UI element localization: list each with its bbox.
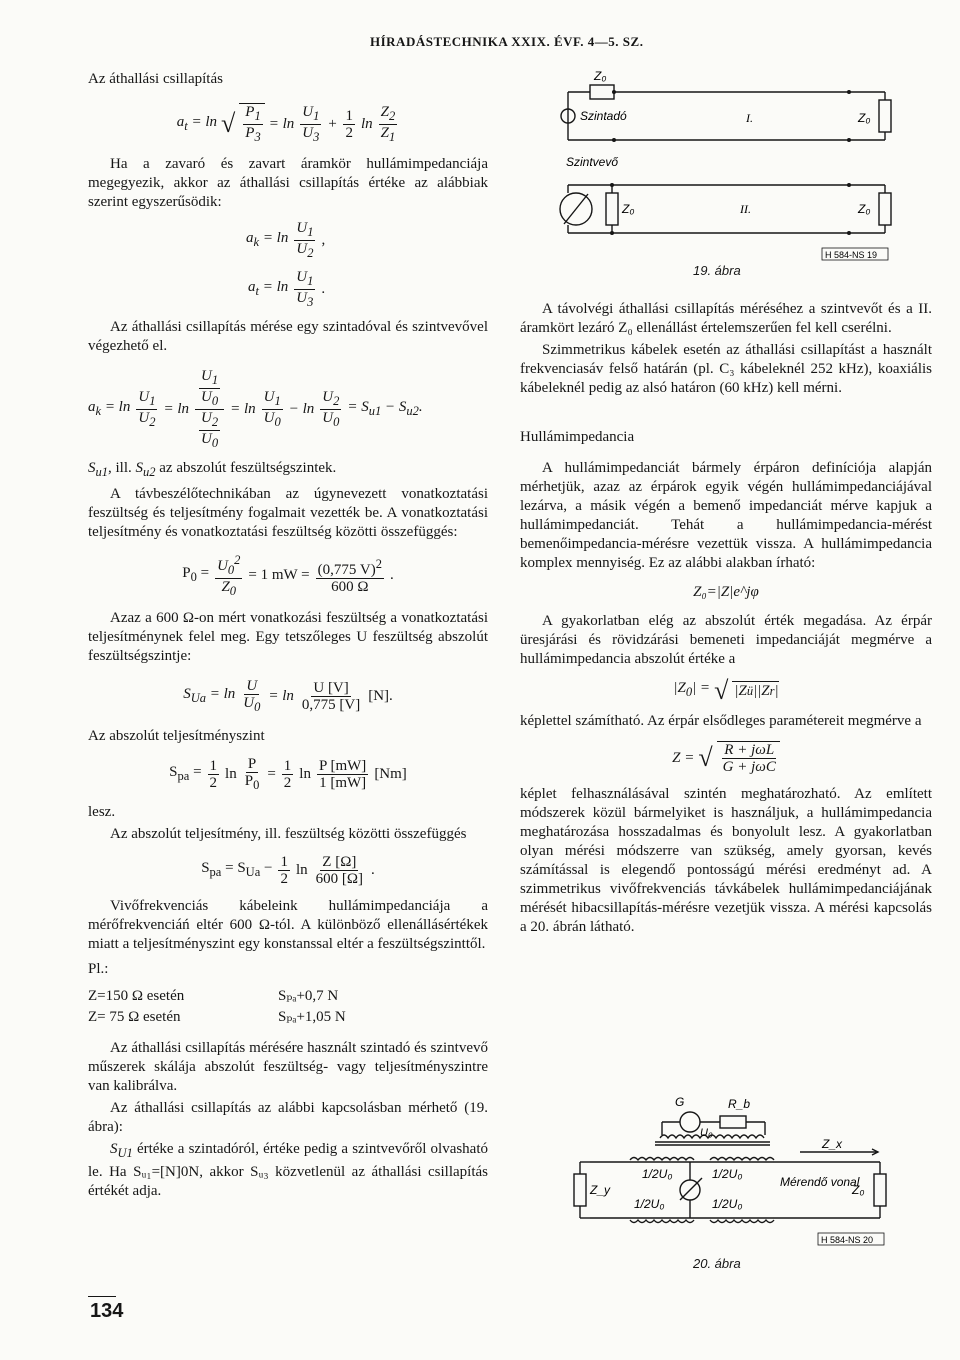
left-column — [88, 70, 488, 1204]
fig20-code: H 584-NS 20 — [821, 1235, 874, 1245]
example-table — [88, 987, 488, 1027]
paragraph: Az abszolút teljesítmény, ill. feszültség közötti összefüggés — [110, 826, 467, 842]
example-2-value: Sₚₐ+1,05 N — [278, 1009, 346, 1025]
equation-z0-complex: Z₀=|Z|e^jφ — [693, 584, 759, 600]
equation-ak: $a_k = \ln$ $\frac{U_1}{U_2}$ , — [246, 220, 326, 260]
fig19-z0-label: Z₀ — [858, 202, 871, 216]
figure-19-circuit — [540, 70, 910, 270]
fig19-szintado-label: Szintadó — [580, 109, 627, 123]
equation-sp-su: $S_{pa} = S_{Ua}$ − $\frac{1}{2}$ ln $\frac{Z [\Omega]}{600 [\Omega]}$ . — [201, 854, 375, 887]
fig20-measured-line-label: Mérendő vonal — [780, 1175, 860, 1189]
fig20-half-u0-label: 1/2U₀ — [634, 1197, 665, 1211]
paragraph: képlet felhasználásával szintén meghatározható. Az említett módszerek közül bármelyiket is használjuk, a hullámimpedancia meghatározása hosszadalmas és bonyolult lesz. A gyakorlatban olyan mérési módszerre van szükség, amely gyorsan, kevés számítással is elegendő pontosságú mérési eredményt ad. A szimmetrikus vivőfrekvenciás távkábelek hullámimpedanciájának mérését hibacsillapítás-mérésre vezetjük vissza. A mérési kapcsolás a 20. ábrán látható. — [520, 786, 932, 935]
equation-p0: $P_0$ = $\frac{U_0^2}{Z_0}$ = 1 mW = $\frac{(0,775 V)^2}{600 \Omega}$ . — [182, 553, 394, 598]
example-2-label: Z= 75 Ω esetén — [88, 1009, 181, 1025]
equation-z-primary: Z = √ $\frac{\text{R + jωL}}{\text{G + jωC}}$ — [520, 741, 932, 775]
page-number-rule — [88, 1296, 116, 1297]
equation-at: $a_t = \ln$ $\frac{U_1}{U_3}$ . — [248, 269, 326, 309]
paragraph: Az abszolút teljesítményszint — [88, 728, 265, 744]
paragraph: Szimmetrikus kábelek esetén az áthallási csillapítást a használt frekvenciasáv felső határán (pl. C₃ kábeleknél 252 kHz), koaxiális kábeleknél pedig az alsó határon (60 kHz) kell mérni. — [520, 342, 932, 396]
paragraph: képlettel számítható. Az érpár elsődleges paramétereit megmérve a — [520, 713, 922, 729]
paragraph: $S_{U1}$ értéke a szintadóról, értéke pedig a szintvevőről olvasható le. Ha Sᵤ₁=[N]0N, akkor Sᵤ₃ közvetlenül az áthallási csillapítás értékét adja. — [88, 1141, 489, 1199]
page-number: 134 — [90, 1300, 124, 1322]
fig20-g-label: G — [675, 1095, 685, 1109]
paragraph: A hullámimpedanciát bármely érpáron definíciója alapján mérhetjük, azaz az érpárok egyik végén hullámimpedanciájával lezárva, a másik végén a bemenő impedanciát mérve kapjuk a hullámimpedanciát. Tehát a hullámimpedancia-mérést bemenőimpedancia-mérésre vezettük vissza. A hullámimpedancia komplex mennyiség. Ez az alábbi alakban írható: — [520, 460, 932, 571]
fig19-code: H 584-NS 19 — [825, 250, 878, 260]
section-heading: Hullámimpedancia — [520, 429, 635, 445]
paragraph: Pl.: — [88, 961, 109, 977]
paragraph: Vivőfrekvenciás kábeleink hullámimpedanciája a mérőfrekvenciáń eltér 600 Ω-tól. A különböző ellenállásértékek miatt a teljesítményszint egy konstanssal eltér a feszültségszinttől. — [88, 898, 488, 952]
figure-20-caption: 20. ábra — [693, 1256, 741, 1271]
fig20-rb-label: R_b — [728, 1097, 751, 1111]
figure-19-caption: 19. ábra — [693, 263, 741, 278]
paragraph: A távolvégi áthallási csillapítás méréséhez a szintvevőt és a II. áramkört lezáró Z₀ ellenállást értelemszerűen fel kell cserélni. — [520, 301, 932, 336]
paragraph: A távbeszélőtechnikában az úgynevezett vonatkoztatási feszültség és teljesítmény fogalmait vezették be. A vonatkoztatási teljesítmény és vonatkoztatási feszültség közötti összefüggés: — [88, 486, 488, 540]
paragraph: $S_{u1}$, ill. $S_{u2}$ az abszolút feszültségszintek. — [88, 460, 337, 479]
equation-sp: $S_{pa}$ = $\frac{1}{2}$ ln $\frac{P}{P_0}$ = $\frac{1}{2}$ ln $\frac{P [mW]}{1 [mW]}$ [Nm] — [169, 756, 407, 792]
fig20-half-u0-label: 1/2U₀ — [642, 1167, 673, 1181]
fig20-half-u0-label: 1/2U₀ — [712, 1167, 743, 1181]
paragraph: Azaz a 600 Ω-on mért vonatkozási feszültség a vonatkoztatási teljesítménynek felel meg. Egy tetszőleges U feszültség abszolút feszültségszintje: — [88, 610, 488, 664]
right-column — [520, 300, 932, 940]
paragraph: Az áthallási csillapítás mérésére használt szintadó és szintvevő műszerek skálája abszolút feszültség- vagy teljesítményszintre van kalibrálva. — [88, 1040, 488, 1094]
paragraph: Az áthallási csillapítás mérése egy szintadóval és szintvevővel végezhető el. — [88, 319, 488, 354]
fig19-z0-label: Z₀ — [858, 111, 871, 125]
equation-ak-levels: $a_k = \ln$ $\frac{U_1}{U_2}$ = ln $\frac{\frac{U_1}{U_0}}{\frac{U_2}{U_0}}$ = ln $\frac{U_1}{U_0}$ − ln $\frac{U_2}{U_0}$ = $S_{u1} - S_{u2}$. — [88, 368, 423, 450]
fig19-line-II-label: II. — [740, 202, 751, 216]
fig20-zy-label: Z_y — [590, 1183, 611, 1197]
paragraph: lesz. — [88, 804, 116, 820]
fig20-z0-label: Z₀ — [852, 1183, 865, 1197]
fig20-half-u0-label: 1/2U₀ — [712, 1197, 743, 1211]
paragraph: A gyakorlatban elég az abszolút érték megadása. Az érpár üresjárási és rövidzárási bemeneti impedanciáját megmérve a hullámimpedancia abszolút értéke a — [520, 613, 932, 667]
example-1-value: Sₚₐ+0,7 N — [278, 988, 339, 1004]
figure-20-circuit — [560, 1090, 900, 1250]
paragraph: Az áthallási csillapítás — [88, 71, 223, 87]
journal-header: HÍRADÁSTECHNIKA XXIX. ÉVF. 4—5. SZ. — [370, 34, 644, 49]
fig19-z0-top-label: Z₀ — [594, 70, 607, 83]
paragraph: Ha a zavaró és zavart áramkör hullámimpedanciája megegyezik, akkor az áthallási csillapítás értéke az alábbiak szerint egyszerűsödik: — [88, 156, 488, 210]
example-1-label: Z=150 Ω esetén — [88, 988, 185, 1004]
equation-crosstalk-full: $a_t = \ln$ √ $\frac{P_1}{P_3}$ = ln $\frac{U_1}{U_3}$ + $\frac{1}{2}$ ln $\frac{Z_2}{Z_1}$ — [176, 103, 396, 144]
equation-z0-abs: $|Z_0|$ = √ |Z ü ||Z r | — [673, 675, 779, 705]
fig19-z0-label: Z₀ — [622, 202, 635, 216]
fig20-zx-label: Z_x — [822, 1137, 843, 1151]
fig19-line-I-label: I. — [746, 111, 753, 125]
fig19-szintvevo-label: Szintvevő — [566, 155, 619, 169]
equation-su: $S_{Ua} = \ln$ $\frac{U}{U_0}$ = ln $\frac{U [V]}{0,775 [V]}$ [N]. — [183, 678, 393, 714]
fig20-u0-label: U₀ — [700, 1127, 713, 1139]
paragraph: Az áthallási csillapítás az alábbi kapcsolásban mérhető (19. ábra): — [88, 1100, 488, 1135]
